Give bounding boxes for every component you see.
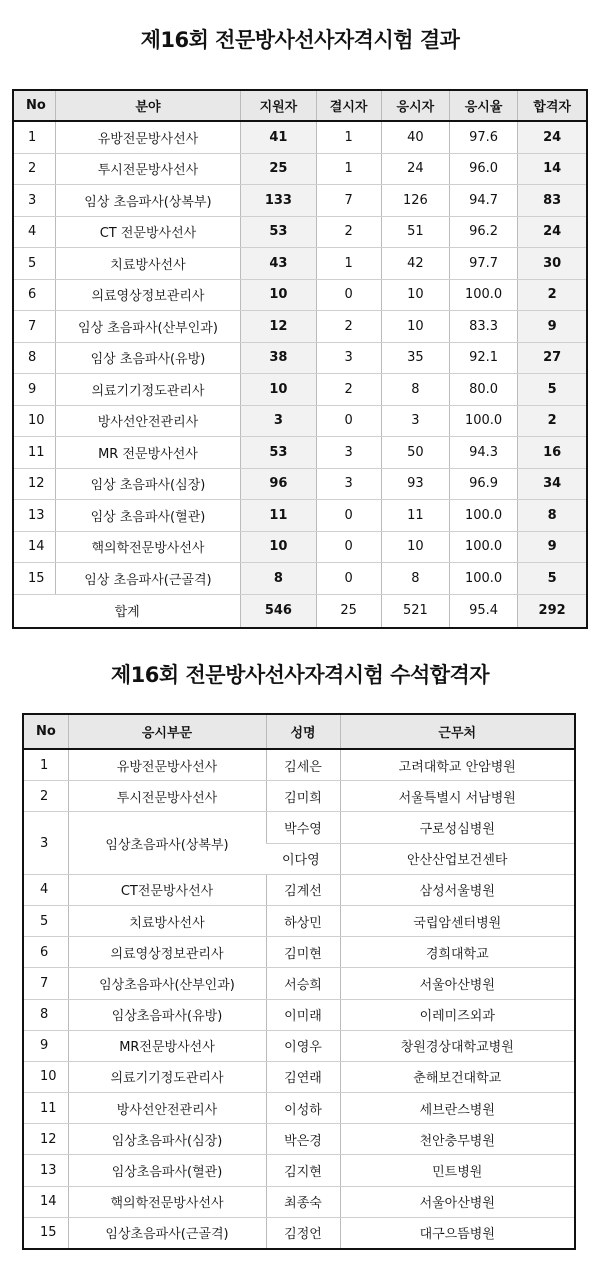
cell-no: 12 [23,1124,68,1155]
cell-field: 임상 초음파사(혈관) [55,500,241,532]
cell-applicants: 10 [241,374,316,406]
cell-applicants: 8 [241,563,316,595]
cell-field: 임상 초음파사(유방) [55,342,241,374]
cell-rate: 100.0 [449,563,517,595]
table-row [13,185,587,217]
cell-workplace: 대구으뜸병원 [340,1217,575,1249]
cell-no: 13 [13,500,55,532]
cell-passed: 5 [518,374,587,406]
cell-examinees: 8 [381,374,449,406]
cell-absent: 0 [316,279,381,311]
cell-field: 임상 초음파사(근골격) [55,563,241,595]
cell-applicants: 41 [241,121,316,153]
header-absent: 결시자 [316,90,381,121]
header-no: No [13,90,55,121]
cell-applicants: 133 [241,185,316,217]
cell-workplace: 세브란스병원 [340,1093,575,1124]
cell-field: MR 전문방사선사 [55,437,241,469]
cell-workplace: 안산산업보건센타 [340,843,575,874]
header-no: No [23,714,68,749]
table-row [23,749,575,781]
cell-examinees: 10 [381,311,449,343]
cell-passed: 30 [518,248,587,280]
table-row [13,121,587,153]
cell-absent: 1 [316,153,381,185]
cell-examinees: 35 [381,342,449,374]
cell-workplace: 삼성서울병원 [340,874,575,905]
total-label: 합계 [13,594,241,628]
cell-rate: 92.1 [449,342,517,374]
cell-rate: 94.3 [449,437,517,469]
header-passed: 합격자 [518,90,587,121]
cell-applicants: 25 [241,153,316,185]
cell-examinees: 3 [381,405,449,437]
cell-absent: 2 [316,374,381,406]
cell-field: 임상초음파사(유방) [68,999,266,1030]
cell-field: 핵의학전문방사선사 [68,1186,266,1217]
cell-rate: 96.9 [449,468,517,500]
cell-rate: 94.7 [449,185,517,217]
cell-examinees: 10 [381,531,449,563]
cell-no: 9 [13,374,55,406]
cell-applicants: 10 [241,531,316,563]
cell-name: 이영우 [266,1030,340,1061]
cell-no: 15 [40,1225,57,1241]
table-row [13,248,587,280]
cell-applicants: 53 [241,216,316,248]
cell-field: 핵의학전문방사선사 [55,531,241,563]
cell-field: 임상초음파사(산부인과) [68,968,266,999]
cell-workplace: 고려대학교 안암병원 [340,749,575,781]
cell-name: 이다영 [266,843,340,874]
total-examinees: 521 [381,594,449,628]
cell-name: 김정언 [266,1217,340,1249]
cell-rate: 97.6 [449,121,517,153]
top-scorers-header-row [23,714,575,749]
cell-no: 8 [13,342,55,374]
header-applicants: 지원자 [241,90,316,121]
cell-field: 의료영상정보관리사 [55,279,241,311]
header-field: 응시부문 [68,714,266,749]
cell-rate: 96.2 [449,216,517,248]
cell-no: 11 [13,437,55,469]
cell-no: 1 [23,749,68,781]
cell-no: 2 [23,781,68,812]
cell-absent: 1 [316,121,381,153]
table-row [23,937,575,968]
cell-field: 임상 초음파사(산부인과) [55,311,241,343]
cell-passed: 8 [518,500,587,532]
table-row [23,968,575,999]
table-row [13,216,587,248]
cell-field: 투시전문방사선사 [68,781,266,812]
results-header-row [13,90,587,121]
cell-workplace: 경희대학교 [340,937,575,968]
cell-workplace: 서울아산병원 [340,1186,575,1217]
cell-passed: 9 [518,531,587,563]
cell-rate: 100.0 [449,405,517,437]
cell-applicants: 3 [241,405,316,437]
cell-field: 임상초음파사(근골격) [68,1217,266,1249]
cell-name: 이미래 [266,999,340,1030]
cell-field: 치료방사선사 [68,905,266,936]
cell-absent: 0 [316,531,381,563]
table-row [13,468,587,500]
cell-applicants: 38 [241,342,316,374]
cell-rate: 100.0 [449,500,517,532]
cell-name: 김계선 [266,874,340,905]
results-table [12,89,588,629]
cell-field: 임상초음파사(심장) [68,1124,266,1155]
table-row [13,531,587,563]
table-row [23,1155,575,1186]
cell-absent: 0 [316,500,381,532]
cell-field: 임상초음파사(상복부) [68,812,266,874]
cell-absent: 3 [316,342,381,374]
table-row [23,999,575,1030]
cell-absent: 7 [316,185,381,217]
cell-examinees: 126 [381,185,449,217]
cell-examinees: 93 [381,468,449,500]
cell-absent: 3 [316,468,381,500]
cell-applicants: 11 [241,500,316,532]
cell-field: 투시전문방사선사 [55,153,241,185]
cell-field: 유방전문방사선사 [55,121,241,153]
cell-passed: 16 [518,437,587,469]
cell-field: CT 전문방사선사 [55,216,241,248]
cell-examinees: 24 [381,153,449,185]
cell-no: 12 [13,468,55,500]
cell-name: 김연래 [266,1061,340,1092]
header-examinees: 응시자 [381,90,449,121]
cell-field: 방사선안전관리사 [68,1093,266,1124]
cell-field: 의료기기정도관리사 [55,374,241,406]
cell-examinees: 40 [381,121,449,153]
cell-examinees: 42 [381,248,449,280]
cell-field: 임상 초음파사(심장) [55,468,241,500]
cell-no: 10 [23,1061,68,1092]
cell-name: 하상민 [266,905,340,936]
cell-no: 2 [13,153,55,185]
cell-examinees: 11 [381,500,449,532]
table-row [23,1030,575,1061]
cell-name: 김세은 [266,749,340,781]
cell-passed: 83 [518,185,587,217]
cell-passed: 24 [518,121,587,153]
cell-passed: 9 [518,311,587,343]
table-row [13,279,587,311]
cell-workplace: 국립암센터병원 [340,905,575,936]
cell-applicants: 10 [241,279,316,311]
cell-rate: 100.0 [449,279,517,311]
cell-name: 김미희 [266,781,340,812]
cell-applicants: 53 [241,437,316,469]
cell-field: 임상초음파사(혈관) [68,1155,266,1186]
cell-field: 방사선안전관리사 [55,405,241,437]
cell-no: 4 [13,216,55,248]
cell-workplace: 창원경상대학교병원 [340,1030,575,1061]
cell-workplace: 이레미즈외과 [340,999,575,1030]
table-row [13,405,587,437]
cell-no: 7 [13,311,55,343]
cell-rate: 96.0 [449,153,517,185]
cell-workplace: 천안충무병원 [340,1124,575,1155]
total-applicants: 546 [241,594,316,628]
table-row [23,1186,575,1217]
cell-no: 5 [23,905,68,936]
table-row [23,812,575,843]
cell-examinees: 51 [381,216,449,248]
cell-no: 5 [13,248,55,280]
cell-applicants: 43 [241,248,316,280]
table-row [23,1061,575,1092]
header-field: 분야 [55,90,241,121]
header-rate: 응시율 [449,90,517,121]
cell-field: 치료방사선사 [55,248,241,280]
cell-field: 의료영상정보관리사 [68,937,266,968]
cell-name: 박수영 [266,812,340,843]
cell-absent: 0 [316,405,381,437]
cell-no: 11 [23,1093,68,1124]
table-row [23,905,575,936]
cell-no: 6 [13,279,55,311]
table-row [13,342,587,374]
cell-field: CT전문방사선사 [68,874,266,905]
cell-absent: 3 [316,437,381,469]
total-absent: 25 [316,594,381,628]
cell-passed: 2 [518,279,587,311]
total-rate: 95.4 [449,594,517,628]
header-name: 성명 [266,714,340,749]
cell-name: 이성하 [266,1093,340,1124]
cell-absent: 1 [316,248,381,280]
table-row [13,153,587,185]
cell-rate: 80.0 [449,374,517,406]
cell-no: 3 [23,812,68,874]
cell-name: 최종숙 [266,1186,340,1217]
cell-no: 1 [13,121,55,153]
cell-workplace: 춘해보건대학교 [340,1061,575,1092]
table-row [23,1217,575,1249]
cell-no: 14 [13,531,55,563]
cell-no: 15 [13,563,55,595]
cell-passed: 34 [518,468,587,500]
cell-no: 3 [13,185,55,217]
cell-examinees: 10 [381,279,449,311]
cell-no: 13 [23,1155,68,1186]
results-title: 제16회 전문방사선사자격시험 결과 [140,28,460,52]
cell-rate: 100.0 [449,531,517,563]
table-row [23,781,575,812]
cell-applicants: 96 [241,468,316,500]
cell-name: 김미현 [266,937,340,968]
cell-no: 10 [13,405,55,437]
table-row [13,374,587,406]
cell-workplace: 구로성심병원 [340,812,575,843]
cell-no: 9 [23,1030,68,1061]
cell-examinees: 50 [381,437,449,469]
cell-rate: 83.3 [449,311,517,343]
cell-applicants: 12 [241,311,316,343]
cell-examinees: 8 [381,563,449,595]
results-total-row [13,594,587,628]
cell-workplace: 서울특별시 서남병원 [340,781,575,812]
cell-passed: 14 [518,153,587,185]
total-passed: 292 [518,594,587,628]
cell-absent: 0 [316,563,381,595]
top-scorers-table [22,713,576,1250]
cell-name: 김지현 [266,1155,340,1186]
table-row [13,311,587,343]
cell-field: 유방전문방사선사 [68,749,266,781]
header-workplace: 근무처 [340,714,575,749]
cell-passed: 24 [518,216,587,248]
cell-name: 서승희 [266,968,340,999]
cell-field: MR전문방사선사 [68,1030,266,1061]
table-row [13,563,587,595]
cell-no: 14 [23,1186,68,1217]
cell-no: 7 [23,968,68,999]
table-row [23,1093,575,1124]
cell-no: 8 [23,999,68,1030]
cell-passed: 5 [518,563,587,595]
cell-rate: 97.7 [449,248,517,280]
top-scorers-title: 제16회 전문방사선사자격시험 수석합격자 [110,663,490,687]
cell-no: 6 [23,937,68,968]
table-row [23,1124,575,1155]
cell-absent: 2 [316,311,381,343]
table-row [13,500,587,532]
cell-field: 의료기기정도관리사 [68,1061,266,1092]
cell-passed: 2 [518,405,587,437]
cell-workplace: 서울아산병원 [340,968,575,999]
cell-passed: 27 [518,342,587,374]
cell-workplace: 민트병원 [340,1155,575,1186]
cell-name: 박은경 [266,1124,340,1155]
cell-field: 임상 초음파사(상복부) [55,185,241,217]
table-row [23,874,575,905]
table-row [13,437,587,469]
cell-no: 4 [23,874,68,905]
cell-absent: 2 [316,216,381,248]
